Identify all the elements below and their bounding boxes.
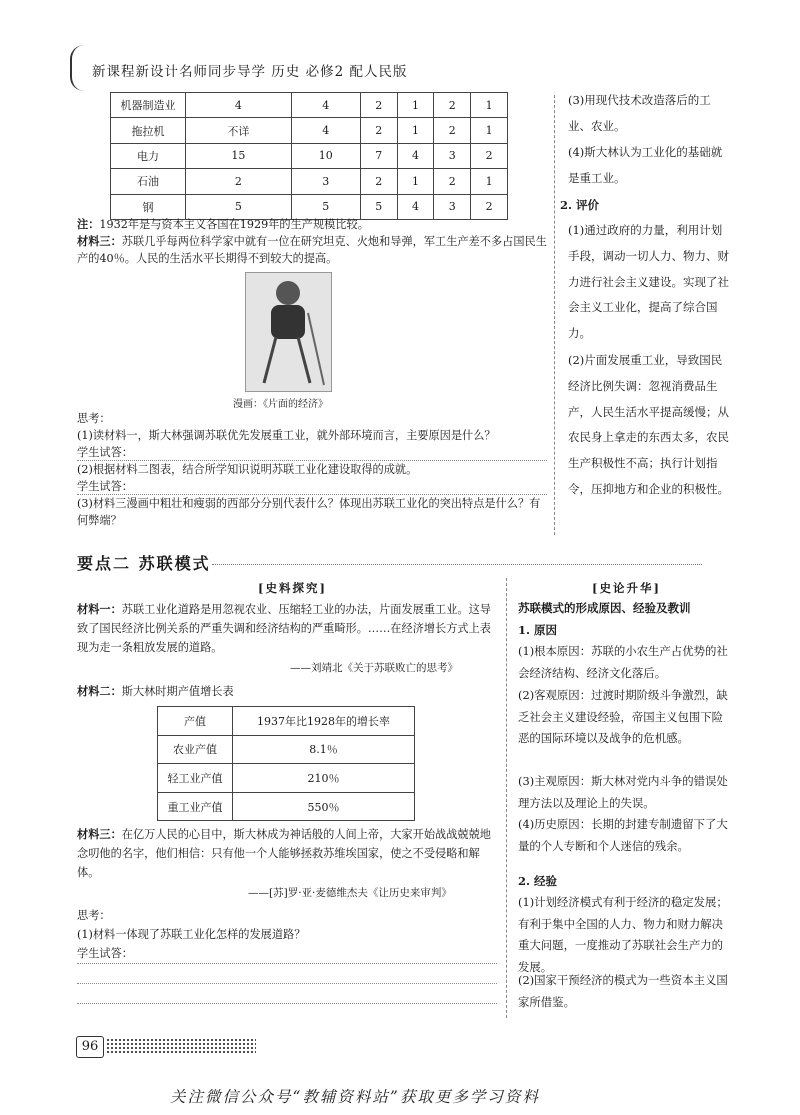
table-row [158,735,415,764]
table-row [158,792,415,821]
footer-note: 关注微信公众号“教辅资料站”获取更多学习资料 [170,1088,540,1106]
section-divider [506,578,507,1018]
theory-subtitle: 苏联模式的形成原因、经验及教训 [518,601,691,615]
section2-questions [77,906,497,1004]
table-row [111,169,508,194]
section2-answer-line-3[interactable] [77,984,497,1004]
table-cell: 电力 [111,143,186,168]
table-header-cell: 1937年比1928年的增长率 [233,707,415,736]
question-2: (2)根据材料二图表，结合所学知识说明苏联工业化建设取得的成就。 [77,463,418,476]
table-cell: 2 [360,169,397,194]
table-row [111,93,508,118]
book-title: 新课程新设计名师同步导学 历史 必修2 配人民版 [92,64,408,80]
experience-title: 2. 经验 [518,874,558,888]
material-three-source: ——[苏]罗·亚·麦德维杰夫《让历史来审判》 [248,887,452,899]
table-cell: 钢 [111,194,186,219]
cause-3: (3)主观原因：斯大林对党内斗争的错误处理方法以及理论上的失误。 [518,774,728,810]
causes-title: 1. 原因 [518,623,558,637]
section2-answer-line-2[interactable] [77,964,497,984]
table-cell: 2 [471,143,508,168]
table-cell: 4 [291,93,360,118]
table-cell: 2 [434,93,471,118]
section2-think-label: 思考： [77,909,111,922]
growth-table [157,706,415,821]
table-cell: 210％ [233,764,415,793]
evaluation-1: (1)通过政府的力量，利用计划手段，调动一切人力、物力、财力进行社会主义建设。实现了社会主义工业化，提高了综合国力。 [568,223,729,341]
answer-line-2[interactable]: 学生试答： [77,478,547,495]
cause-1: (1)根本原因：苏联的小农生产占优势的社会经济结构、经济文化落后。 [518,644,728,680]
section2-material-three: 材料三：在亿万人民的心目中，斯大林成为神话般的人间上帝，大家开始战战兢兢地念叨他的名字，他们相信：只有他一个人能够拯救苏维埃国家，使之不受侵略和解体。 [77,827,491,879]
section2-material-one: 材料一：苏联工业化道路是用忽视农业、压缩轻工业的办法，片面发展重工业。这导致了国民经济比例关系的严重失调和经济结构的严重畸形。……在经济增长方式上表现为走一条粗放发展的道路。 [77,602,491,654]
table-cell: 农业产值 [158,735,233,764]
table-cell: 2 [434,118,471,143]
header-bracket [70,45,86,91]
cartoon-caption: 漫画：《片面的经济》 [233,399,328,410]
table-cell: 1 [397,118,434,143]
table-cell: 机器制造业 [111,93,186,118]
table-cell: 7 [360,143,397,168]
table-cell: 重工业产值 [158,792,233,821]
table-cell: 石油 [111,169,186,194]
table-cell: 5 [291,194,360,219]
evaluation-title: 2. 评价 [560,198,600,212]
table-cell: 3 [291,169,360,194]
right-item-4: (4)斯大林认为工业化的基础就是重工业。 [568,145,723,185]
table-row [111,143,508,168]
column-divider [554,95,555,535]
section2-material-two: 材料二：斯大林时期产值增长表 [77,684,234,698]
experience-2: (2)国家干预经济的模式为一些资本主义国家所借鉴。 [518,973,728,1009]
table-cell: 拖拉机 [111,118,186,143]
table-cell: 轻工业产值 [158,764,233,793]
table-cell: 1 [471,118,508,143]
table-row [158,764,415,793]
right-item-3: (3)用现代技术改造落后的工业、农业。 [568,93,711,133]
table-cell: 2 [471,194,508,219]
table-cell: 1 [471,169,508,194]
table-cell: 8.1％ [233,735,415,764]
table-cell: 2 [186,169,292,194]
material-one-source: ——刘靖北《关于苏联败亡的思考》 [290,662,458,674]
production-comparison-table [110,92,508,220]
questions-block [77,410,547,529]
table-cell: 5 [360,194,397,219]
cause-4: (4)历史原因：长期的封建专制遗留下了大量的个人专断和个人迷信的残余。 [518,817,728,853]
source-exploration-heading: [史料探究] [258,581,327,595]
table-cell: 1 [397,93,434,118]
table-header-cell: 产值 [158,707,233,736]
table-cell: 4 [397,194,434,219]
table-cell: 15 [186,143,292,168]
answer-line-1[interactable]: 学生试答： [77,444,547,461]
table-cell: 5 [186,194,292,219]
table-header-row [158,707,415,736]
material-three: 材料三：苏联几乎每两位科学家中就有一位在研究坦克、火炮和导弹，军工生产差不多占国民生产的40％。人民的生活水平长期得不到较大的提高。 [77,234,547,265]
table-cell: 2 [360,118,397,143]
table-cell: 4 [397,143,434,168]
section2-answer-line-1[interactable]: 学生试答： [77,944,497,964]
table-cell: 10 [291,143,360,168]
table-row [111,118,508,143]
cause-2: (2)客观原因：过渡时期阶级斗争激烈，缺乏社会主义建设经验，帝国主义包围下险恶的国际环境以及战争的危机感。 [518,688,728,746]
section2-question-1: (1)材料一体现了苏联工业化怎样的发展道路？ [77,928,306,941]
cartoon-image [245,272,332,392]
table-cell: 550％ [233,792,415,821]
experience-1: (1)计划经济模式有利于经济的稳定发展；有利于集中全国的人力、物力和财力解决重大问题，一度推动了苏联社会生产力的发展。 [518,895,728,975]
think-label: 思考： [77,412,111,425]
question-3: (3)材料三漫画中粗壮和瘦弱的西部分分别代表什么？体现出苏联工业化的突出特点是什么？有何弊端？ [77,497,541,527]
page-number: 96 [76,1036,104,1058]
table-cell: 3 [434,194,471,219]
page-number-decoration [106,1038,256,1054]
table-cell: 1 [397,169,434,194]
theory-heading: [史论升华] [592,581,661,595]
table-cell: 不详 [186,118,292,143]
evaluation-2: (2)片面发展重工业，导致国民经济比例失调：忽视消费品生产，人民生活水平提高缓慢；从农民身上拿走的东西太多，农民生产积极性不高；执行计划指令，压抑地方和企业的积极性。 [568,353,729,496]
table-cell: 4 [291,118,360,143]
table-cell: 4 [186,93,292,118]
section-title-rule [212,564,702,565]
section-title: 要点二 苏联模式 [77,554,211,573]
table-cell: 3 [434,143,471,168]
table-cell: 2 [360,93,397,118]
cartoon-figure-icon [246,273,331,391]
table-cell: 2 [434,169,471,194]
question-1: (1)读材料一，斯大林强调苏联优先发展重工业，就外部环境而言，主要原因是什么？ [77,429,496,442]
table-cell: 1 [471,93,508,118]
table-note: 注：1932年是与资本主义各国在1929年的生产规模比较。 [77,217,369,231]
